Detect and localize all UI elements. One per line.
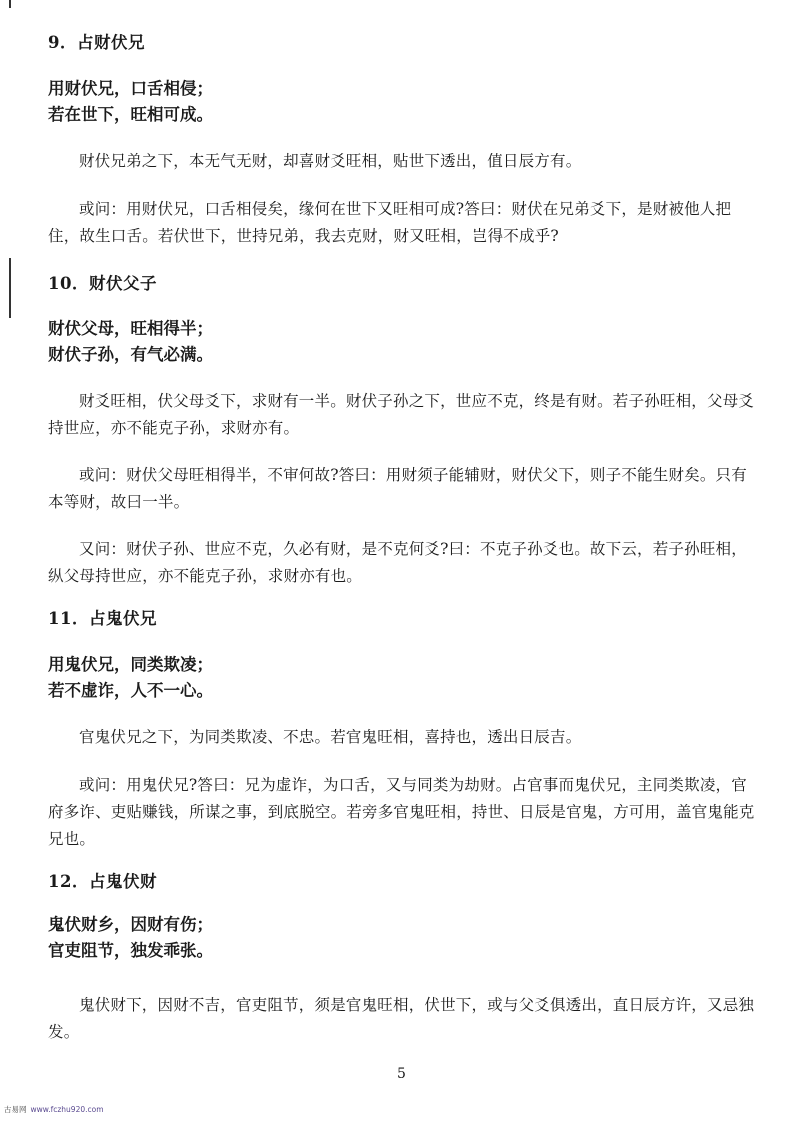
paragraph: 财爻旺相，伏父母爻下，求财有一半。财伏子孙之下，世应不克，终是有财。若子孙旺相，父母爻持世应，亦不能克子孙，求财亦有。 [48, 392, 755, 437]
paragraph: 又问：财伏子孙、世应不克，久必有财，是不克何爻?曰：不克子孙爻也。故下云，若子孙旺相，纵父母持世应，亦不能克子孙，求财亦有也。 [48, 540, 747, 585]
paragraph: 或问：用鬼伏兄?答曰：兄为虚诈，为口舌，又与同类为劫财。占官事而鬼伏兄，主同类欺凌，官府多诈、吏贴赚钱，所谋之事，到底脱空。若旁多官鬼旺相，持世、日辰是官鬼，方可用，盖官鬼能克兄也。 [48, 776, 755, 848]
paragraph: 鬼伏财下，因财不吉，官吏阻节，须是官鬼旺相，伏世下，或与父爻俱透出，直日辰方许，又忌独发。 [48, 996, 755, 1041]
verse-line: 财伏父母，旺相得半； [48, 319, 213, 338]
paragraph: 财伏兄弟之下，本无气无财，却喜财爻旺相，贴世下透出，值日辰方有。 [79, 152, 582, 170]
verse-line: 用鬼伏兄，同类欺凌； [48, 655, 213, 674]
scan-artifact-line [9, 258, 11, 318]
verse-line: 财伏子孙，有气必满。 [48, 345, 213, 364]
scan-artifact-line [9, 0, 11, 8]
verse-line: 鬼伏财乡，因财有伤； [48, 915, 213, 934]
footer-watermark [4, 1104, 104, 1115]
footer-site-name: 古易网 [4, 1105, 27, 1114]
paragraph: 或问：财伏父母旺相得半，不审何故?答曰：用财须子能辅财，财伏父下，则子不能生财矣。只有本等财，故曰一半。 [48, 466, 747, 511]
footer-url[interactable]: www.fczhu920.com [30, 1105, 104, 1114]
paragraph: 官鬼伏兄之下，为同类欺凌、不忠。若官鬼旺相，喜持也，透出日辰吉。 [79, 728, 582, 746]
verse-line: 用财伏兄，口舌相侵； [48, 79, 213, 98]
section-title: 12．占鬼伏财 [48, 872, 157, 891]
section-title: 9．占财伏兄 [48, 33, 145, 52]
paragraph: 或问：用财伏兄，口舌相侵矣，缘何在世下又旺相可成?答曰：财伏在兄弟爻下，是财被他人把住，故生口舌。若伏世下，世持兄弟，我去克财，财又旺相，岂得不成乎? [48, 200, 732, 245]
section-title: 10．财伏父子 [48, 274, 157, 293]
page-number: 5 [397, 1066, 406, 1082]
section-title: 11．占鬼伏兄 [48, 609, 157, 628]
verse-line: 若不虚诈，人不一心。 [48, 681, 213, 700]
verse-line: 官吏阻节，独发乖张。 [48, 941, 213, 960]
verse-line: 若在世下，旺相可成。 [48, 105, 213, 124]
